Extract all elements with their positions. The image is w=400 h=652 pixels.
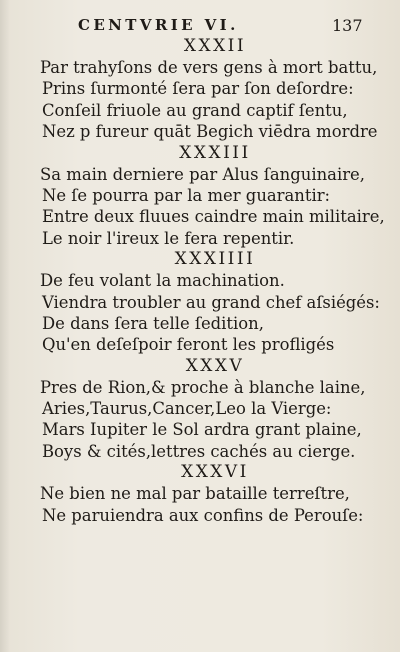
verse-line: Qu'en deſeſpoir feront les profligés bbox=[42, 335, 335, 355]
verse-line: Ne bien ne mal par bataille terreſtre, bbox=[40, 484, 350, 504]
verse-line: Ne ſe pourra par la mer guarantir: bbox=[42, 185, 331, 205]
verse-line: Aries,Taurus,Cancer,Leo la Vierge: bbox=[42, 399, 332, 419]
verse-line: Conſeil friuole au grand captif ſentu, bbox=[42, 100, 348, 120]
quatrain bbox=[0, 249, 400, 356]
quatrain-number: XXXIIII bbox=[174, 249, 256, 270]
page-body bbox=[0, 36, 400, 526]
running-head bbox=[0, 12, 400, 38]
verse-line: De feu volant la machination. bbox=[40, 271, 285, 291]
quatrain bbox=[0, 462, 400, 526]
quatrain bbox=[0, 143, 400, 250]
verse-line: Boys & cités,lettres cachés au cierge. bbox=[42, 441, 356, 461]
verse-line: De dans ſera telle ſedition, bbox=[42, 313, 264, 333]
quatrain-number: XXXIII bbox=[179, 142, 251, 163]
quatrain-number: XXXV bbox=[185, 355, 245, 376]
page-number: 137 bbox=[332, 16, 363, 35]
verse-line: Nez p fureur quāt Begich viēdra mordre bbox=[42, 122, 378, 142]
verse-line: Entre deux fluues caindre main militaire, bbox=[42, 207, 385, 227]
verse-line: Viendra troubler au grand chef aſsiégés: bbox=[42, 292, 380, 312]
verse-line: Pres de Rion,& proche à blanche laine, bbox=[40, 377, 366, 397]
verse-line: Sa main derniere par Alus ſanguinaire, bbox=[40, 164, 365, 184]
verse-line: Ne paruiendra aux confins de Perouſe: bbox=[42, 505, 364, 525]
quatrain-number: XXXII bbox=[183, 36, 247, 56]
quatrain bbox=[0, 356, 400, 463]
quatrain-number: XXXVI bbox=[181, 462, 249, 483]
verse-line: Par trahyſons de vers gens à mort battu, bbox=[40, 58, 378, 77]
running-title: CENTVRIE VI. bbox=[78, 16, 239, 34]
quatrain bbox=[0, 36, 400, 143]
verse-line: Le noir l'ireux le fera repentir. bbox=[42, 228, 295, 248]
verse-line: Prins ſurmonté ſera par ſon deſordre: bbox=[42, 79, 354, 99]
verse-line: Mars Iupiter le Sol ardra grant plaine, bbox=[42, 420, 362, 440]
